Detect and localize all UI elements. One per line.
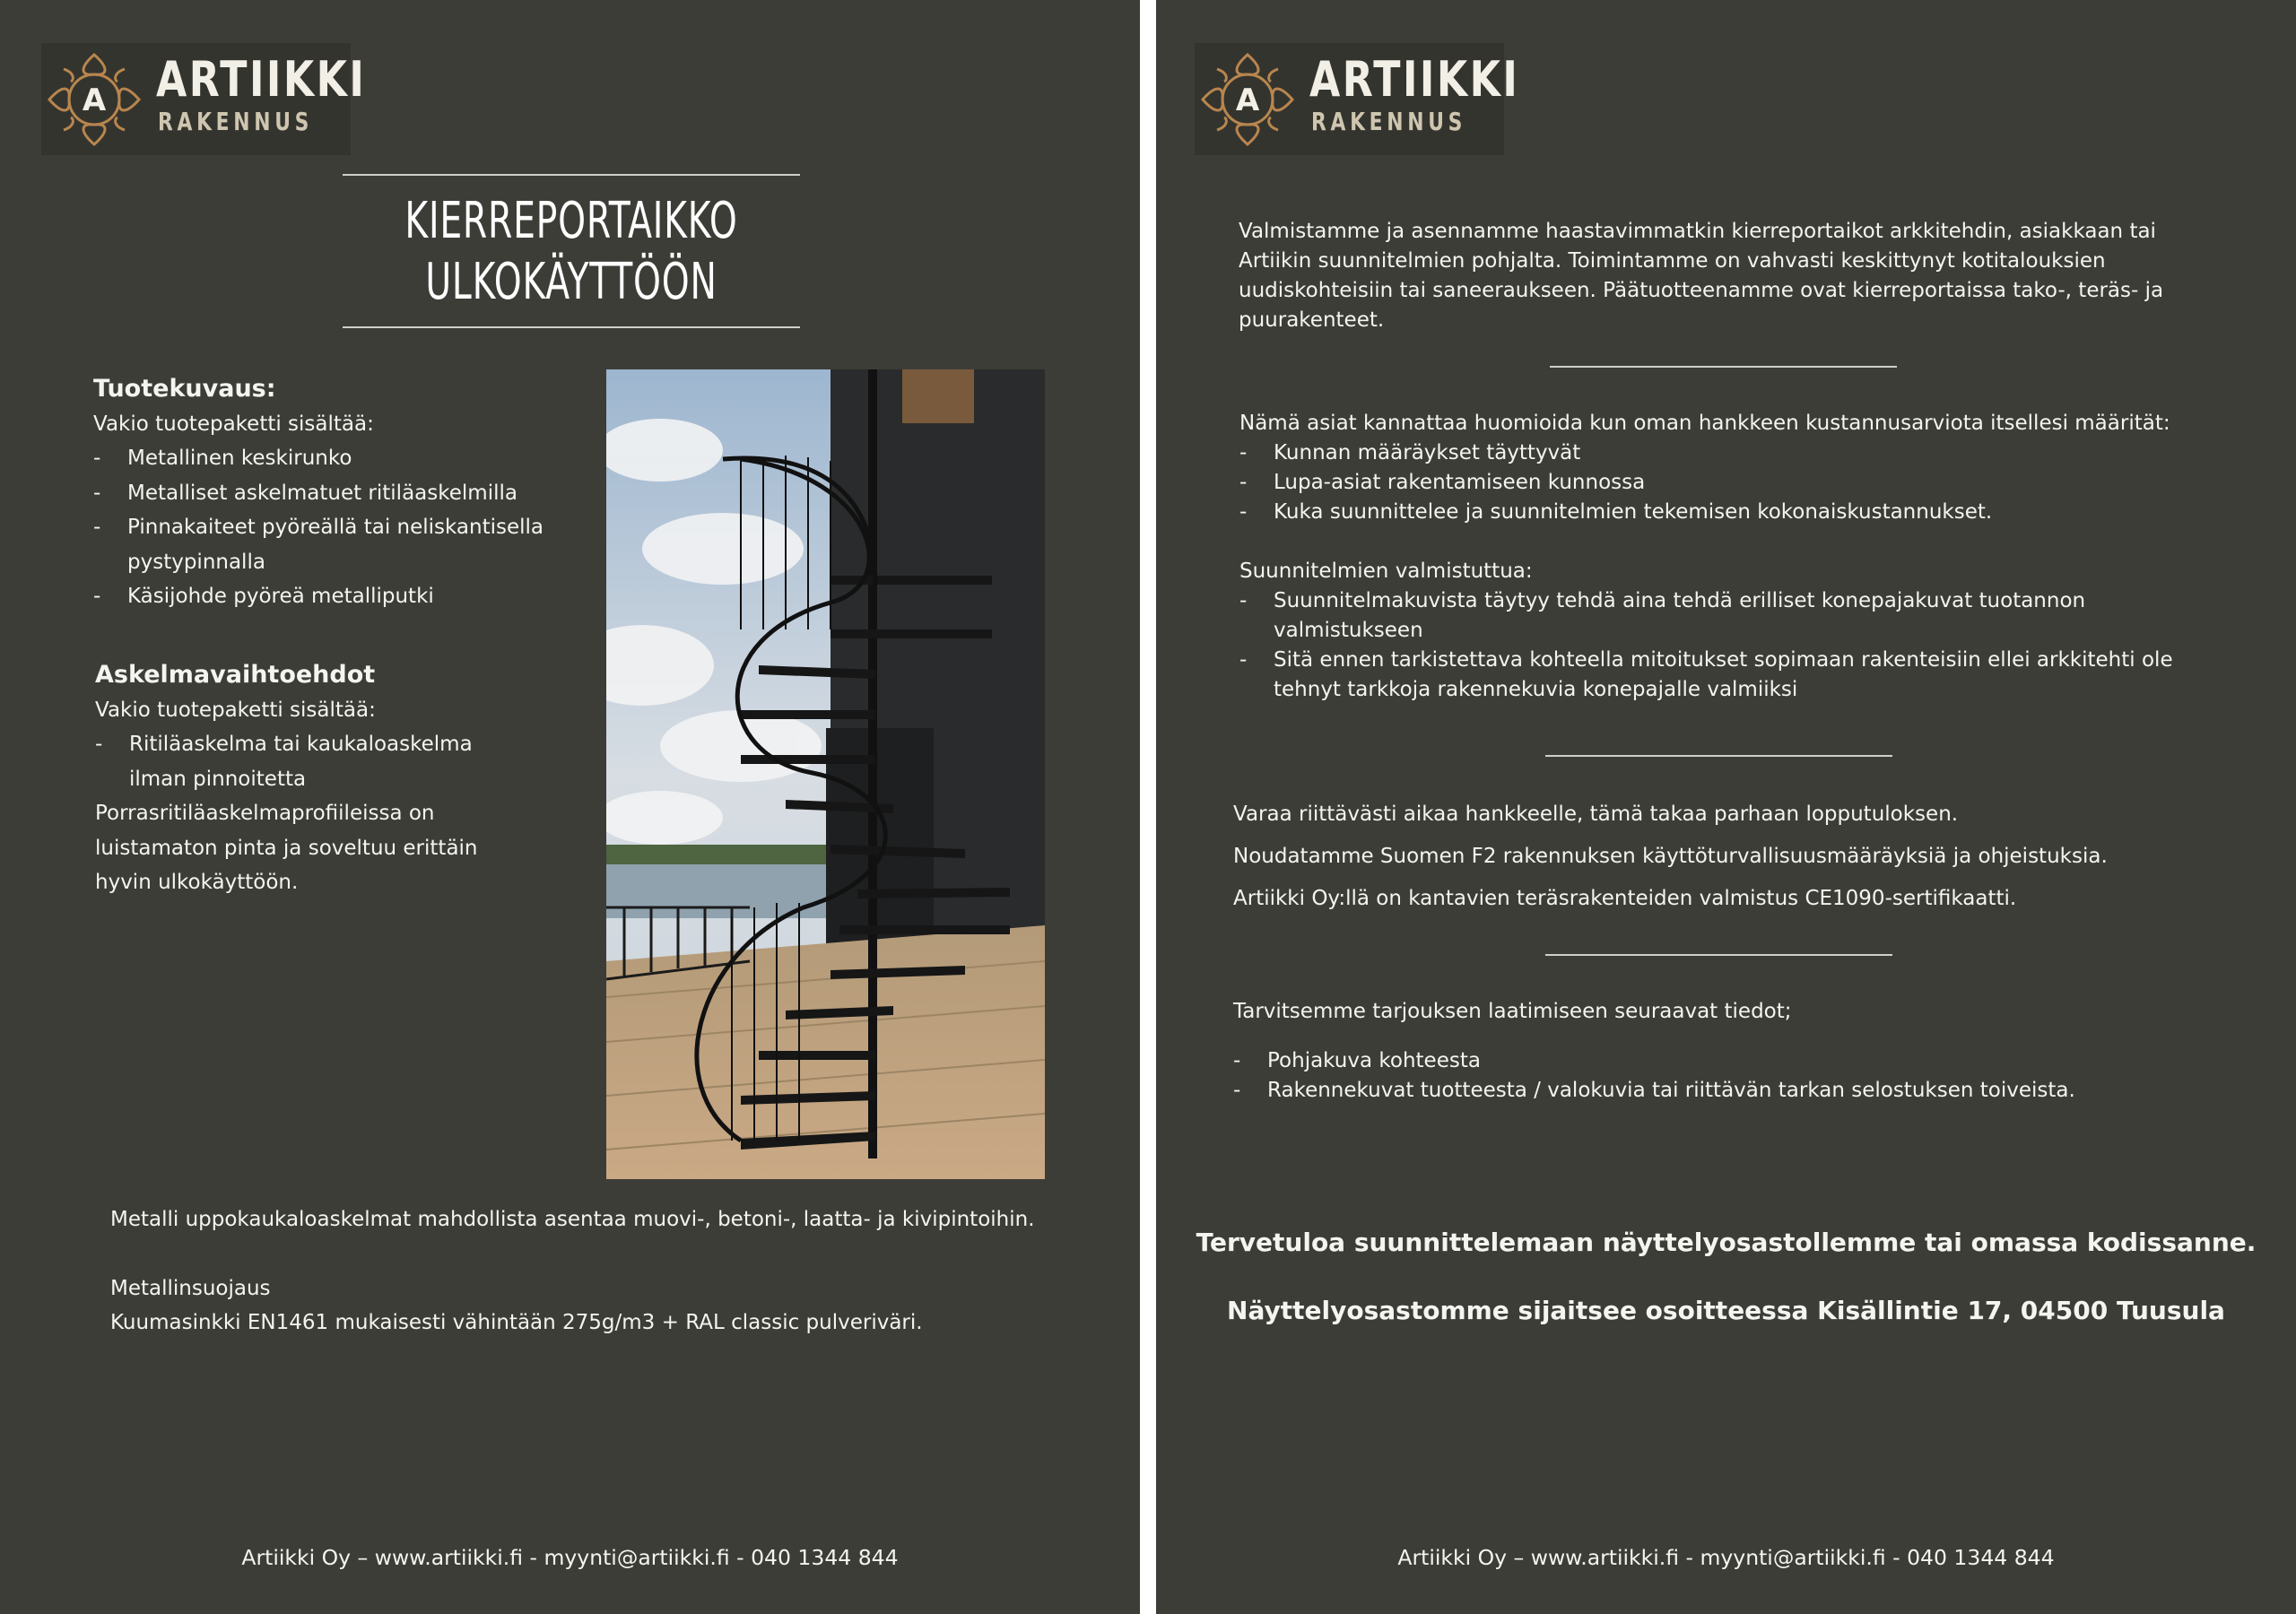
staircase-illustration [606, 369, 1045, 1179]
section-divider [1545, 755, 1892, 757]
company-logo [41, 43, 367, 155]
list-item: - Kunnan määräykset täyttyvät [1239, 438, 2235, 468]
logo-initial: A [1235, 82, 1260, 118]
plans-list [1239, 586, 2199, 705]
offer-requirements-list [1233, 1046, 2220, 1106]
bottom-text-line-1: Metalli uppokaukaloaskelmat mahdollista asentaa muovi-, betoni-, laatta- ja kivipintoihin. [110, 1208, 1035, 1231]
list-item: - Käsijohde pyöreä metalliputki [93, 579, 544, 614]
list-item: - Sitä ennen tarkistettava kohteella mitoitukset sopimaan rakenteisiin ellei arkkitehti ole tehnyt tarkkoja rakennekuvia konepajalle valmiiksi [1239, 646, 2199, 705]
logo-initial: A [82, 82, 107, 118]
title-line-1: KIERREPORTAIKKO [404, 192, 738, 250]
list-item: - Metallinen keskirunko [93, 441, 544, 476]
bottom-text-line-3: Kuumasinkki EN1461 mukaisesti vähintään 275g/m3 + RAL classic pulveriväri. [110, 1311, 923, 1334]
offer-requirements-heading: Tarvitsemme tarjouksen laatimiseen seuraavat tiedot; [1233, 1000, 1792, 1023]
offer-requirements-section [1233, 997, 2220, 1106]
note-line-1: Varaa riittävästi aikaa hankkeelle, tämä takaa parhaan lopputuloksen. [1233, 803, 1959, 826]
welcome-text: Tervetuloa suunnittelemaan näyttelyosastollemme tai omassa kodissanne. [1196, 1228, 2257, 1257]
page-footer: Artiikki Oy – www.artiikki.fi - myynti@artiikki.fi - 040 1344 844 [241, 1545, 899, 1570]
spiral-staircase-photo [606, 369, 1045, 1179]
list-item: - Pohjakuva kohteesta [1233, 1046, 2220, 1076]
logo-subtitle: RAKENNUS [1311, 107, 1467, 136]
page-footer: Artiikki Oy – www.artiikki.fi - myynti@artiikki.fi - 040 1344 844 [1397, 1545, 2055, 1570]
logo-subtitle: RAKENNUS [158, 107, 314, 136]
product-description-heading: Tuotekuvaus: [93, 375, 276, 403]
list-item: - Kuka suunnittelee ja suunnitelmien tekemisen kokonaiskustannukset. [1239, 498, 2235, 527]
brochure-page-left [0, 0, 1140, 1614]
section-divider [1545, 954, 1892, 956]
step-options-list [95, 727, 478, 796]
step-options-paragraph-line: Porrasritiläaskelmaprofiileissa on [95, 802, 435, 825]
logo-emblem-icon [1197, 49, 1298, 150]
title-rule-top [343, 174, 800, 176]
logo-emblem-icon [44, 49, 144, 150]
note-line-3: Artiikki Oy:llä on kantavien teräsrakenteiden valmistus CE1090-sertifikaatti. [1233, 887, 2017, 910]
product-description-section [93, 372, 544, 614]
list-item: - Lupa-asiat rakentamiseen kunnossa [1239, 468, 2235, 498]
logo-name: ARTIIKKI [156, 51, 367, 108]
list-item: - Metalliset askelmatuet ritiläaskelmilla [93, 476, 544, 511]
title-rule-bottom [343, 326, 800, 328]
note-line-2: Noudatamme Suomen F2 rakennuksen käyttöturvallisuusmääräyksiä ja ohjeistuksia. [1233, 845, 2108, 868]
cost-considerations-list [1239, 438, 2235, 527]
product-description-intro: Vakio tuotepaketti sisältää: [93, 412, 374, 436]
step-options-paragraph-line: hyvin ulkokäyttöön. [95, 871, 299, 894]
step-options-paragraph-line: luistamaton pinta ja soveltuu erittäin [95, 836, 478, 860]
logo-name: ARTIIKKI [1309, 51, 1520, 108]
step-options-section [95, 658, 478, 900]
list-item: - Pinnakaiteet pyöreällä tai neliskantisella pystypinnalla [93, 510, 544, 579]
list-item: - Rakennekuvat tuotteesta / valokuvia tai riittävän tarkan selostuksen toiveista. [1233, 1076, 2220, 1106]
plans-heading: Suunnitelmien valmistuttua: [1239, 560, 1533, 583]
product-description-list [93, 441, 544, 614]
brochure-page-right [1156, 0, 2296, 1614]
list-item: - Ritiläaskelma tai kaukaloaskelma ilman pinnoitetta [95, 727, 478, 796]
cost-considerations-section [1239, 409, 2235, 705]
address-text: Näyttelyosastomme sijaitsee osoitteessa Kisällintie 17, 04500 Tuusula [1227, 1296, 2225, 1325]
page-title [393, 191, 750, 313]
intro-paragraph: Valmistamme ja asennamme haastavimmatkin kierreportaikot arkkitehdin, asiakkaan tai Artiikin suunnitelmien pohjalta. Toimintamme on vahvasti keskittynyt kotitalouksien uudiskohteisiin tai saneeraukseen. Päätuotteenamme ovat kierreportaissa tako-, teräs- ja puurakenteet. [1239, 220, 2164, 332]
company-logo [1195, 43, 1520, 155]
list-item: - Suunnitelmakuvista täytyy tehdä aina tehdä erilliset konepajakuvat tuotannon valmistukseen [1239, 586, 2199, 646]
cost-considerations-heading: Nämä asiat kannattaa huomioida kun oman hankkeen kustannusarviota itsellesi määrität: [1239, 412, 2170, 435]
bottom-text-line-2: Metallinsuojaus [110, 1277, 271, 1300]
step-options-intro: Vakio tuotepaketti sisältää: [95, 698, 376, 722]
step-options-heading: Askelmavaihtoehdot [95, 661, 376, 689]
title-line-2: ULKOKÄYTTÖÖN [425, 253, 718, 311]
section-divider [1550, 366, 1897, 368]
